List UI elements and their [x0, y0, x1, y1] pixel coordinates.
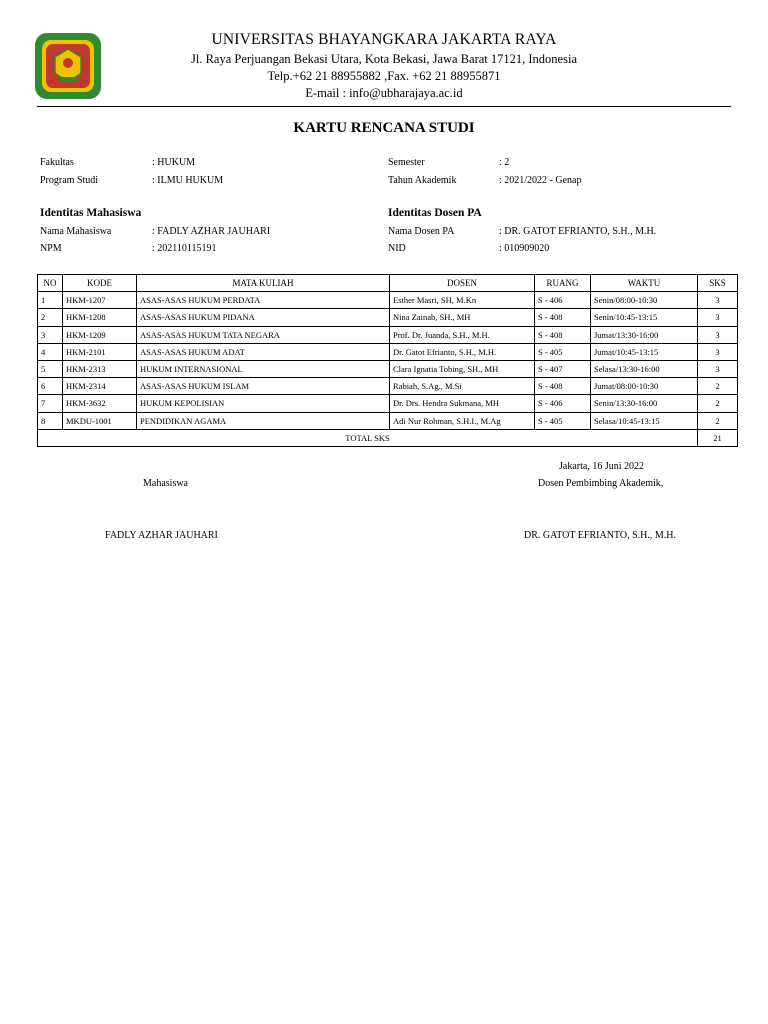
cell-no: 8 [38, 412, 63, 429]
signature-left-name: FADLY AZHAR JAUHARI [105, 530, 218, 541]
table-row [38, 343, 738, 360]
signature-left-role: Mahasiswa [143, 478, 188, 489]
cell-ruang: S - 406 [535, 395, 591, 412]
cell-waktu: Senin/13:30-16:00 [591, 395, 698, 412]
semester-label: Semester [388, 157, 425, 168]
header-divider [37, 106, 731, 107]
table-row [38, 378, 738, 395]
cell-kode: HKM-2313 [63, 360, 137, 377]
cell-ruang: S - 408 [535, 378, 591, 395]
mahasiswa-heading: Identitas Mahasiswa [40, 207, 142, 219]
university-logo [33, 31, 103, 101]
course-table [37, 274, 738, 447]
cell-ruang: S - 407 [535, 360, 591, 377]
cell-mata-kuliah: ASAS-ASAS HUKUM ADAT [137, 343, 390, 360]
cell-dosen: Prof. Dr. Juanda, S.H., M.H. [390, 326, 535, 343]
cell-ruang: S - 408 [535, 326, 591, 343]
university-name: UNIVERSITAS BHAYANGKARA JAKARTA RAYA [211, 31, 557, 48]
cell-dosen: Dr. Drs. Hendra Sukmana, MH [390, 395, 535, 412]
tahun-value: : 2021/2022 - Genap [499, 175, 582, 186]
header-kode: KODE [63, 275, 137, 292]
cell-sks: 2 [698, 395, 738, 412]
table-row [38, 412, 738, 429]
header-waktu: WAKTU [591, 275, 698, 292]
cell-kode: HKM-3632 [63, 395, 137, 412]
nama-dosen-value: : DR. GATOT EFRIANTO, S.H., M.H. [499, 226, 657, 237]
cell-kode: HKM-1209 [63, 326, 137, 343]
cell-no: 3 [38, 326, 63, 343]
cell-dosen: Esther Masri, SH, M.Kn [390, 292, 535, 309]
cell-mata-kuliah: HUKUM KEPOLISIAN [137, 395, 390, 412]
signature-right-role: Dosen Pembimbing Akademik, [538, 478, 664, 489]
cell-mata-kuliah: HUKUM INTERNASIONAL [137, 360, 390, 377]
table-row [38, 326, 738, 343]
nama-mahasiswa-label: Nama Mahasiswa [40, 226, 112, 237]
cell-dosen: Dr. Gatot Efrianto, S.H., M.H. [390, 343, 535, 360]
cell-kode: HKM-2101 [63, 343, 137, 360]
cell-waktu: Selasa/10:45-13:15 [591, 412, 698, 429]
page-title: KARTU RENCANA STUDI [293, 120, 475, 136]
cell-kode: HKM-1207 [63, 292, 137, 309]
table-header-row [38, 275, 738, 292]
nid-label: NID [388, 243, 406, 254]
cell-waktu: Senin/08:00-10:30 [591, 292, 698, 309]
cell-no: 6 [38, 378, 63, 395]
cell-no: 7 [38, 395, 63, 412]
header-dosen: DOSEN [390, 275, 535, 292]
cell-kode: HKM-2314 [63, 378, 137, 395]
npm-value: : 202110115191 [152, 243, 217, 254]
university-address: Jl. Raya Perjuangan Bekasi Utara, Kota Bekasi, Jawa Barat 17121, Indonesia [190, 52, 577, 66]
cell-sks: 2 [698, 378, 738, 395]
header-sks: SKS [698, 275, 738, 292]
cell-sks: 3 [698, 360, 738, 377]
cell-waktu: Senin/10:45-13:15 [591, 309, 698, 326]
cell-mata-kuliah: ASAS-ASAS HUKUM ISLAM [137, 378, 390, 395]
cell-ruang: S - 406 [535, 292, 591, 309]
cell-mata-kuliah: PENDIDIKAN AGAMA [137, 412, 390, 429]
cell-sks: 3 [698, 343, 738, 360]
cell-sks: 3 [698, 309, 738, 326]
cell-mata-kuliah: ASAS-ASAS HUKUM PERDATA [137, 292, 390, 309]
cell-waktu: Jumat/08:00-10:30 [591, 378, 698, 395]
cell-no: 2 [38, 309, 63, 326]
cell-dosen: Nina Zainab, SH., MH [390, 309, 535, 326]
nid-value: : 010909020 [499, 243, 550, 254]
cell-sks: 2 [698, 412, 738, 429]
cell-no: 1 [38, 292, 63, 309]
nama-dosen-label: Nama Dosen PA [388, 226, 455, 237]
cell-no: 5 [38, 360, 63, 377]
cell-sks: 3 [698, 292, 738, 309]
university-phone: Telp.+62 21 88955882 ,Fax. +62 21 88955871 [267, 69, 501, 83]
cell-kode: HKM-1208 [63, 309, 137, 326]
cell-mata-kuliah: ASAS-ASAS HUKUM PIDANA [137, 309, 390, 326]
header-ruang: RUANG [535, 275, 591, 292]
fakultas-label: Fakultas [40, 157, 74, 168]
fakultas-value: : HUKUM [152, 157, 196, 168]
table-row [38, 395, 738, 412]
prodi-value: : ILMU HUKUM [152, 175, 224, 186]
cell-ruang: S - 405 [535, 412, 591, 429]
cell-ruang: S - 408 [535, 309, 591, 326]
cell-waktu: Selasa/13:30-16:00 [591, 360, 698, 377]
table-row [38, 360, 738, 377]
cell-dosen: Clara Ignatia Tobing, SH., MH [390, 360, 535, 377]
university-email: E-mail : info@ubharajaya.ac.id [305, 86, 463, 100]
cell-dosen: Adi Nur Rohman, S.H.I., M.Ag [390, 412, 535, 429]
table-row [38, 292, 738, 309]
cell-kode: MKDU-1001 [63, 412, 137, 429]
total-sks-value: 21 [698, 429, 738, 446]
total-row [38, 429, 738, 446]
cell-ruang: S - 405 [535, 343, 591, 360]
cell-waktu: Jumat/10:45-13:15 [591, 343, 698, 360]
cell-waktu: Jumat/13:30-16:00 [591, 326, 698, 343]
dosen-pa-heading: Identitas Dosen PA [388, 207, 482, 219]
npm-label: NPM [40, 243, 62, 254]
prodi-label: Program Studi [40, 175, 99, 186]
cell-sks: 3 [698, 326, 738, 343]
semester-value: : 2 [499, 157, 510, 168]
signature-place-date: Jakarta, 16 Juni 2022 [559, 461, 644, 472]
cell-mata-kuliah: ASAS-ASAS HUKUM TATA NEGARA [137, 326, 390, 343]
signature-right-name: DR. GATOT EFRIANTO, S.H., M.H. [524, 530, 676, 541]
cell-dosen: Rabiah, S.Ag., M.Si [390, 378, 535, 395]
table-row [38, 309, 738, 326]
tahun-label: Tahun Akademik [388, 175, 457, 186]
header-no: NO [38, 275, 63, 292]
cell-no: 4 [38, 343, 63, 360]
nama-mahasiswa-value: : FADLY AZHAR JAUHARI [152, 226, 271, 237]
header-mata-kuliah: MATA KULIAH [137, 275, 390, 292]
total-sks-label: TOTAL SKS [38, 429, 698, 446]
